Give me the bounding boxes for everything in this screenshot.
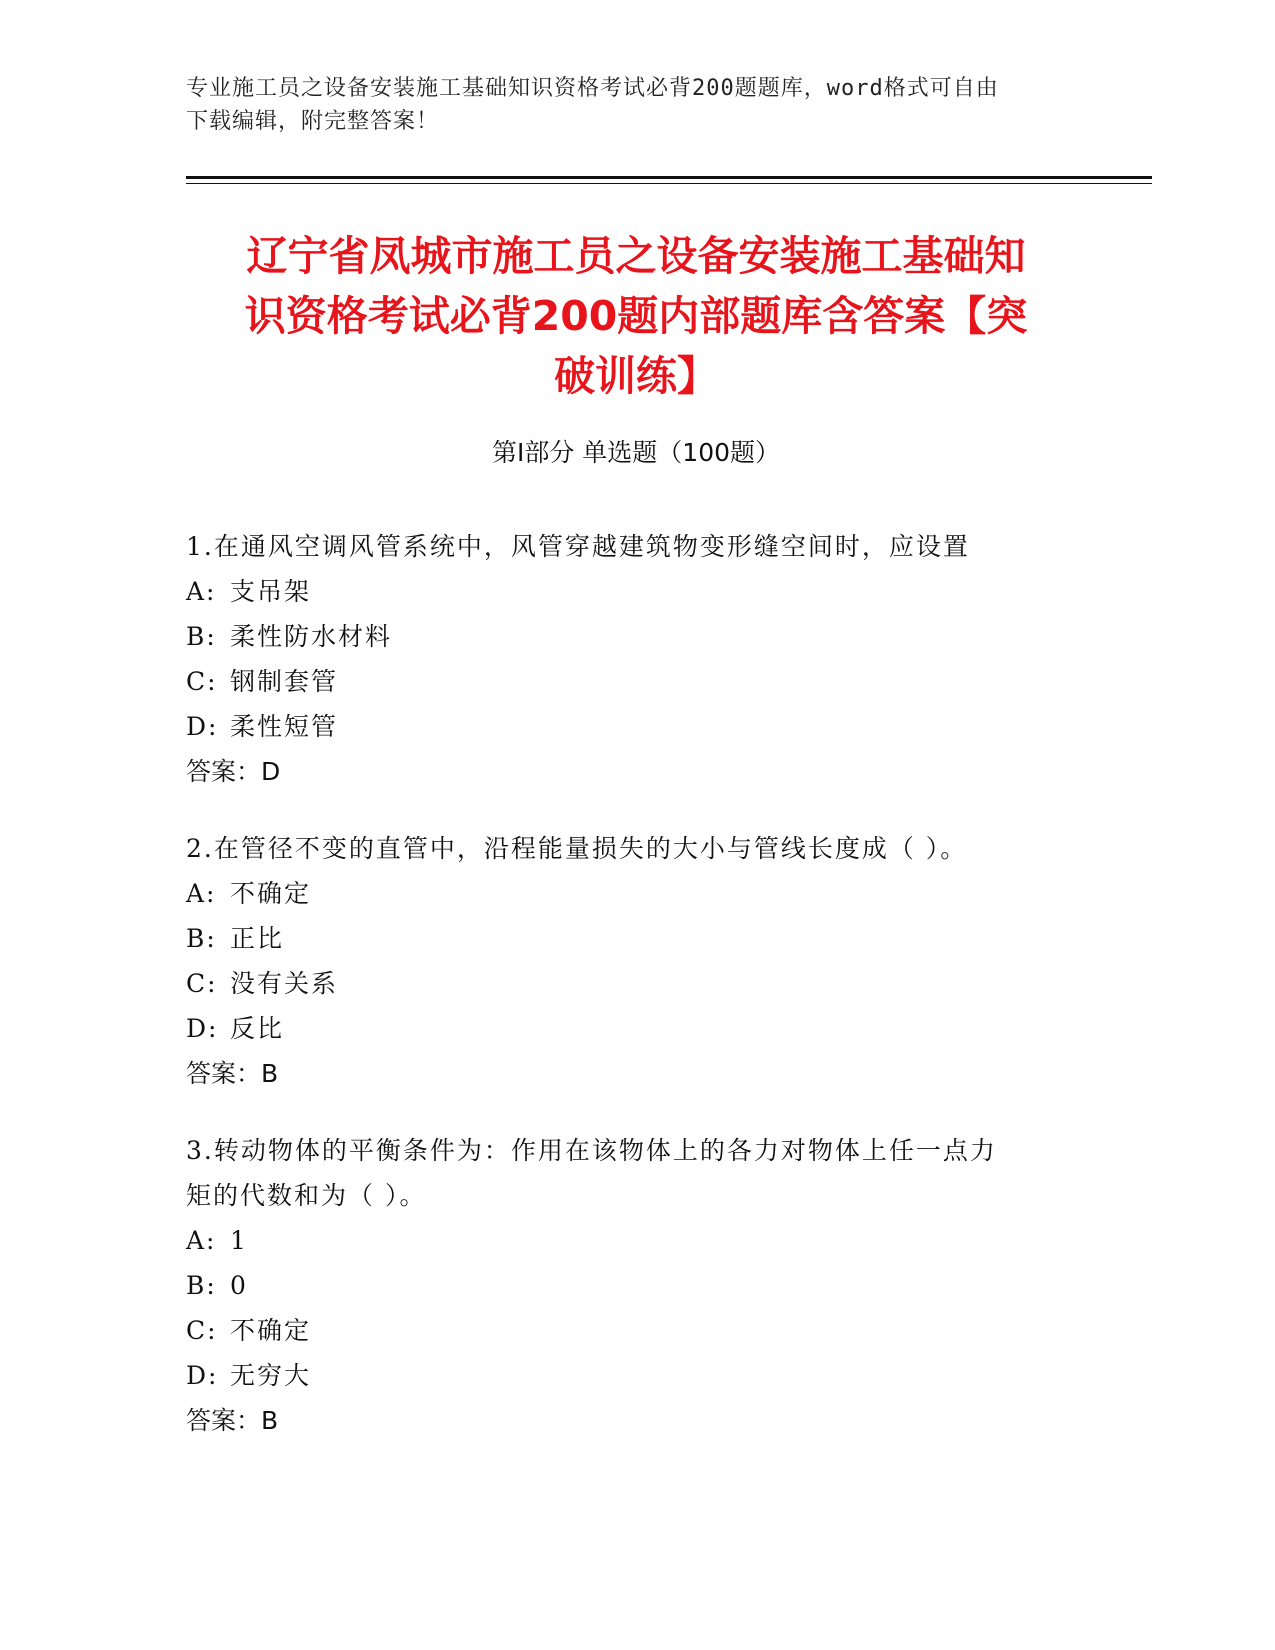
answer-line: 答案：B <box>186 1059 279 1088</box>
answer-line: 答案：D <box>186 757 281 786</box>
option-text: 支吊架 <box>230 577 312 606</box>
question-stem-continued: 矩的代数和为（ ）。 <box>186 1181 427 1210</box>
option-b <box>186 916 1076 961</box>
header-note <box>186 72 1086 138</box>
option-letter: D: <box>186 1014 219 1043</box>
option-text: 1 <box>230 1226 248 1255</box>
option-letter: A: <box>186 577 217 606</box>
title-line: 识资格考试必背200题内部题库含答案【突 <box>244 292 1028 340</box>
option-b <box>186 614 1076 659</box>
option-d <box>186 704 1076 749</box>
option-a <box>186 569 1076 614</box>
section-title: 第Ⅰ部分 单选题（100题） <box>491 438 781 467</box>
header-note-line: 下载编辑，附完整答案！ <box>186 109 440 134</box>
option-d <box>186 1006 1076 1051</box>
option-letter: A: <box>186 879 217 908</box>
option-text: 反比 <box>230 1014 285 1043</box>
option-d <box>186 1353 1076 1398</box>
option-a <box>186 1218 1076 1263</box>
option-text: 钢制套管 <box>230 667 339 696</box>
question-item <box>186 1128 1076 1443</box>
option-c <box>186 961 1076 1006</box>
option-letter: D: <box>186 712 219 741</box>
question-stem: 1.在通风空调风管系统中，风管穿越建筑物变形缝空间时，应设置 <box>186 532 970 561</box>
option-letter: B: <box>186 924 217 953</box>
option-letter: C: <box>186 969 218 998</box>
option-text: 不确定 <box>230 1316 312 1345</box>
option-text: 0 <box>230 1271 248 1300</box>
option-text: 不确定 <box>230 879 312 908</box>
question-stem: 2.在管径不变的直管中，沿程能量损失的大小与管线长度成（ ）。 <box>186 834 968 863</box>
answer-line: 答案：B <box>186 1406 279 1435</box>
option-text: 柔性防水材料 <box>230 622 393 651</box>
question-stem: 3.转动物体的平衡条件为：作用在该物体上的各力对物体上任一点力 <box>186 1136 997 1165</box>
option-letter: D: <box>186 1361 219 1390</box>
header-note-line: 专业施工员之设备安装施工基础知识资格考试必背200题题库，word格式可自由 <box>186 76 999 101</box>
option-a <box>186 871 1076 916</box>
option-text: 无穷大 <box>230 1361 312 1390</box>
option-c <box>186 1308 1076 1353</box>
title-line: 破训练】 <box>554 352 718 400</box>
document-title <box>186 226 1086 406</box>
option-text: 正比 <box>230 924 285 953</box>
header-divider-thin <box>186 183 1152 184</box>
title-line: 辽宁省凤城市施工员之设备安装施工基础知 <box>246 232 1026 280</box>
question-item <box>186 826 1076 1096</box>
question-list <box>186 524 1076 1475</box>
question-item <box>186 524 1076 794</box>
option-letter: B: <box>186 1271 217 1300</box>
option-text: 没有关系 <box>230 969 339 998</box>
option-b <box>186 1263 1076 1308</box>
option-letter: B: <box>186 622 217 651</box>
option-letter: C: <box>186 1316 218 1345</box>
option-letter: A: <box>186 1226 217 1255</box>
option-c <box>186 659 1076 704</box>
option-letter: C: <box>186 667 218 696</box>
option-text: 柔性短管 <box>230 712 339 741</box>
header-divider-thick <box>186 176 1152 179</box>
